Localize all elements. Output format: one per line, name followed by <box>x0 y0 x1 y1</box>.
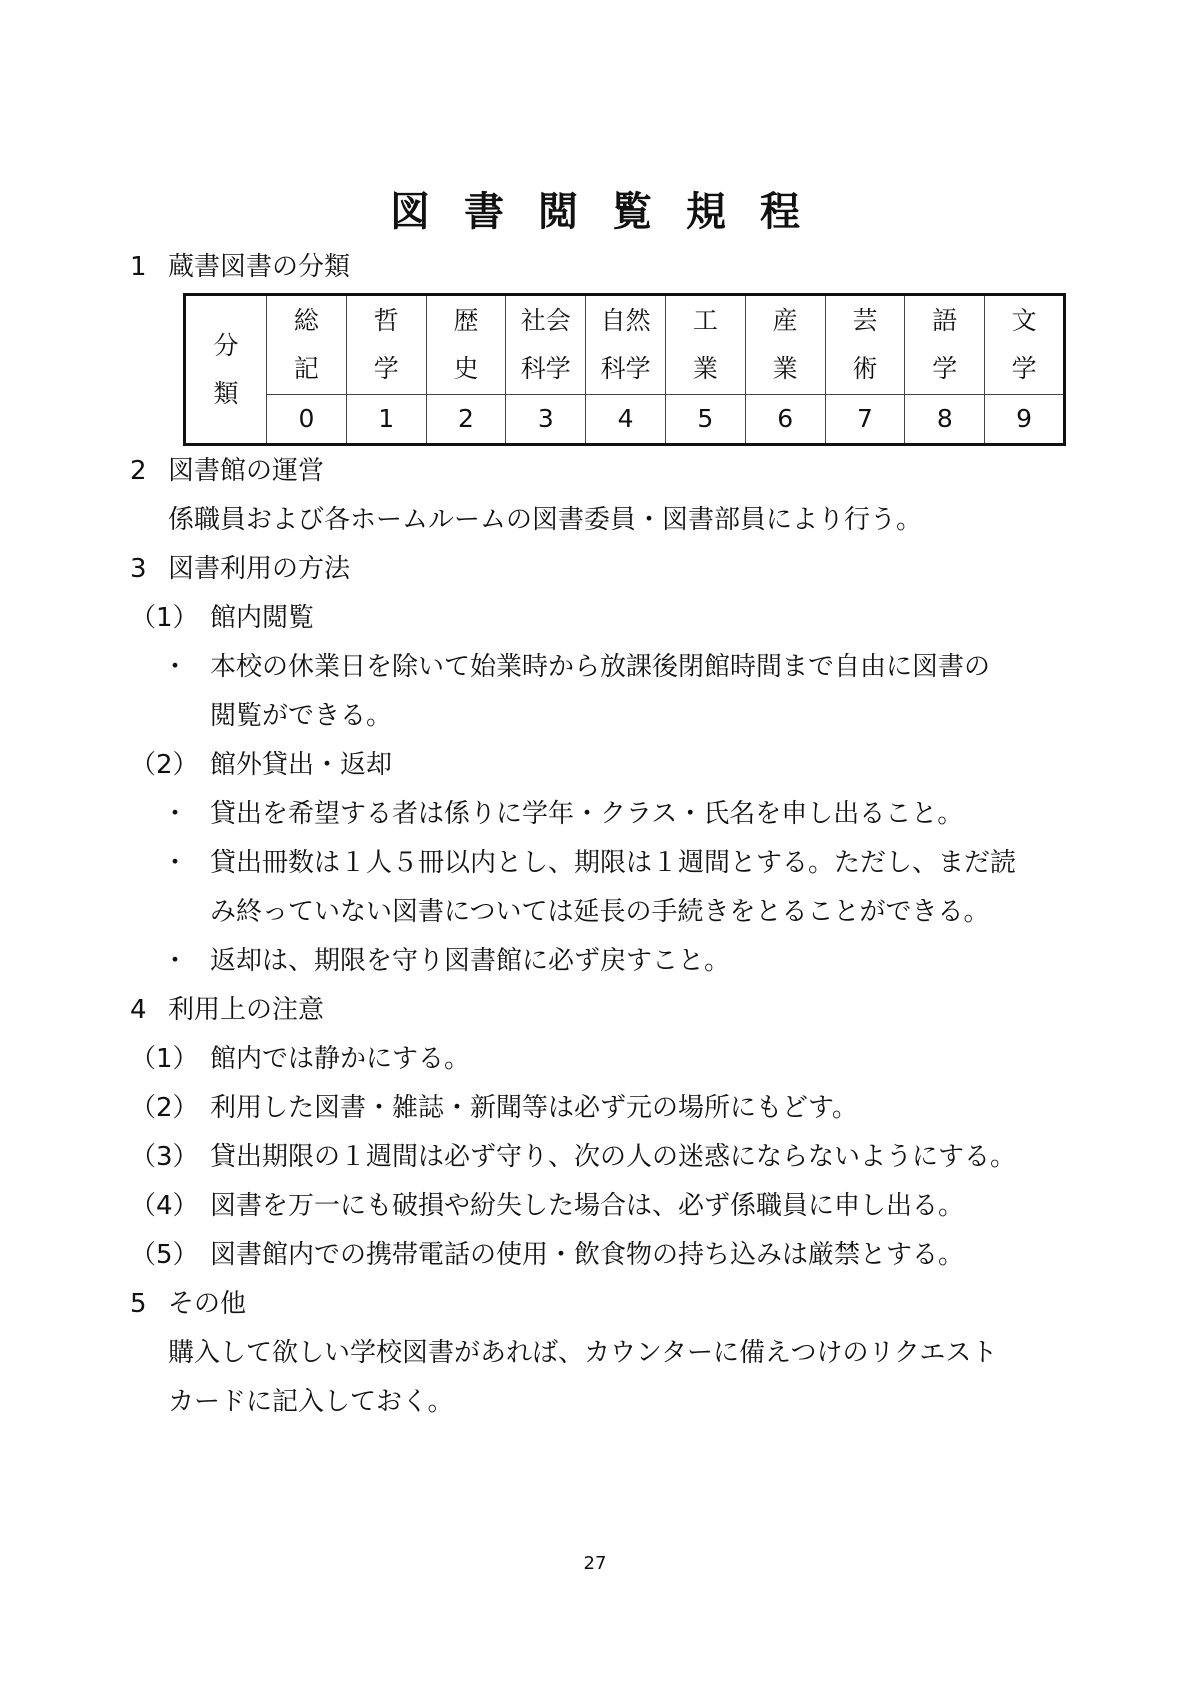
category-cell <box>985 295 1065 395</box>
category-line: 社会 <box>520 306 571 335</box>
code-cell: 7 <box>825 395 905 445</box>
code-cell: 0 <box>267 395 347 445</box>
category-line: 業 <box>772 354 798 383</box>
title-char: 程 <box>760 189 800 235</box>
bullet: ・ <box>162 848 189 878</box>
list-item-text: 返却は、期限を守り図書館に必ず戻すこと。 <box>210 946 731 976</box>
list-item-text: 貸出期限の１週間は必ず守り、次の人の迷惑にならないようにする。 <box>210 1142 1017 1172</box>
section-number: 3 <box>130 554 147 584</box>
title-char: 閲 <box>538 189 578 235</box>
category-line: 業 <box>692 354 718 383</box>
category-line: 歴 <box>453 306 479 335</box>
section-number: 1 <box>130 252 147 282</box>
category-line: 学 <box>1011 354 1037 383</box>
category-cell <box>426 295 506 395</box>
category-line: 芸 <box>852 306 878 335</box>
category-line: 術 <box>852 354 878 383</box>
code-cell: 3 <box>506 395 586 445</box>
category-line: 学 <box>373 354 399 383</box>
subsection-title: 館内閲覧 <box>210 603 315 633</box>
subsection-title: 館外貸出・返却 <box>210 750 393 780</box>
bullet: ・ <box>162 799 189 829</box>
code-cell: 4 <box>586 395 666 445</box>
list-item-text: 図書館内での携帯電話の使用・飲食物の持ち込みは厳禁とする。 <box>210 1240 965 1270</box>
section-title: 図書館の運営 <box>168 456 325 486</box>
list-item-text: 貸出を希望する者は係りに学年・クラス・氏名を申し出ること。 <box>210 799 964 829</box>
title-char: 規 <box>686 189 726 235</box>
category-cell <box>665 295 745 395</box>
page-title <box>0 180 1190 237</box>
item-number: （5） <box>130 1240 199 1270</box>
category-cell <box>586 295 666 395</box>
category-cell <box>825 295 905 395</box>
bullet: ・ <box>162 946 189 976</box>
code-cell: 5 <box>665 395 745 445</box>
category-cell <box>905 295 985 395</box>
category-line: 史 <box>453 354 479 383</box>
section-5-body: 購入して欲しい学校図書があれば、カウンターに備えつけのリクエスト <box>168 1338 998 1368</box>
category-cell <box>267 295 347 395</box>
title-char: 覧 <box>612 189 652 235</box>
list-item-text: 本校の休業日を除いて始業時から放課後閉館時間まで自由に図書の <box>210 652 991 682</box>
category-cell <box>506 295 586 395</box>
category-line: 科学 <box>520 354 571 383</box>
item-number: （4） <box>130 1191 199 1221</box>
title-char: 書 <box>464 189 504 235</box>
list-item-text: 貸出冊数は１人５冊以内とし、期限は１週間とする。ただし、まだ読 <box>210 848 1017 878</box>
category-line: 工 <box>692 306 718 335</box>
section-title: 蔵書図書の分類 <box>168 252 351 282</box>
category-line: 学 <box>932 354 958 383</box>
list-item-text: 図書を万一にも破損や紛失した場合は、必ず係職員に申し出る。 <box>210 1191 965 1221</box>
section-5-body-continuation: カードに記入しておく。 <box>168 1387 454 1417</box>
category-line: 自然 <box>600 306 651 335</box>
list-item-text: 館内では静かにする。 <box>210 1044 471 1074</box>
code-cell: 6 <box>745 395 825 445</box>
item-number: （1） <box>130 1044 199 1074</box>
section-title: その他 <box>168 1289 247 1319</box>
list-item-continuation: み終っていない図書については延長の手続きをとることができる。 <box>210 897 990 927</box>
code-cell: 1 <box>346 395 426 445</box>
code-cell: 2 <box>426 395 506 445</box>
table-header-cell <box>185 295 267 445</box>
subsection-number: （1） <box>130 603 199 633</box>
section-number: 5 <box>130 1289 147 1319</box>
list-item-continuation: 閲覧ができる。 <box>210 701 393 731</box>
classification-table <box>183 293 1066 446</box>
category-cell <box>346 295 426 395</box>
category-cell <box>745 295 825 395</box>
page-number: 27 <box>583 1553 607 1574</box>
section-number: 2 <box>130 456 147 486</box>
bullet: ・ <box>162 652 189 682</box>
section-title: 図書利用の方法 <box>168 554 351 584</box>
category-line: 記 <box>293 354 319 383</box>
title-char: 図 <box>390 189 430 235</box>
section-number: 4 <box>130 995 147 1025</box>
code-cell: 9 <box>985 395 1065 445</box>
code-cell: 8 <box>905 395 985 445</box>
category-line: 産 <box>772 306 798 335</box>
section-title: 利用上の注意 <box>168 995 325 1025</box>
list-item-text: 利用した図書・雑誌・新聞等は必ず元の場所にもどす。 <box>210 1093 858 1123</box>
header-line: 類 <box>213 378 239 408</box>
category-line: 科学 <box>600 354 651 383</box>
subsection-number: （2） <box>130 750 199 780</box>
category-line: 哲 <box>373 306 399 335</box>
category-line: 文 <box>1011 306 1037 335</box>
item-number: （3） <box>130 1142 199 1172</box>
header-line: 分 <box>213 330 239 360</box>
item-number: （2） <box>130 1093 199 1123</box>
category-line: 総 <box>293 306 319 335</box>
category-line: 語 <box>932 306 958 335</box>
section-2-body: 係職員および各ホームルームの図書委員・図書部員により行う。 <box>168 505 923 535</box>
